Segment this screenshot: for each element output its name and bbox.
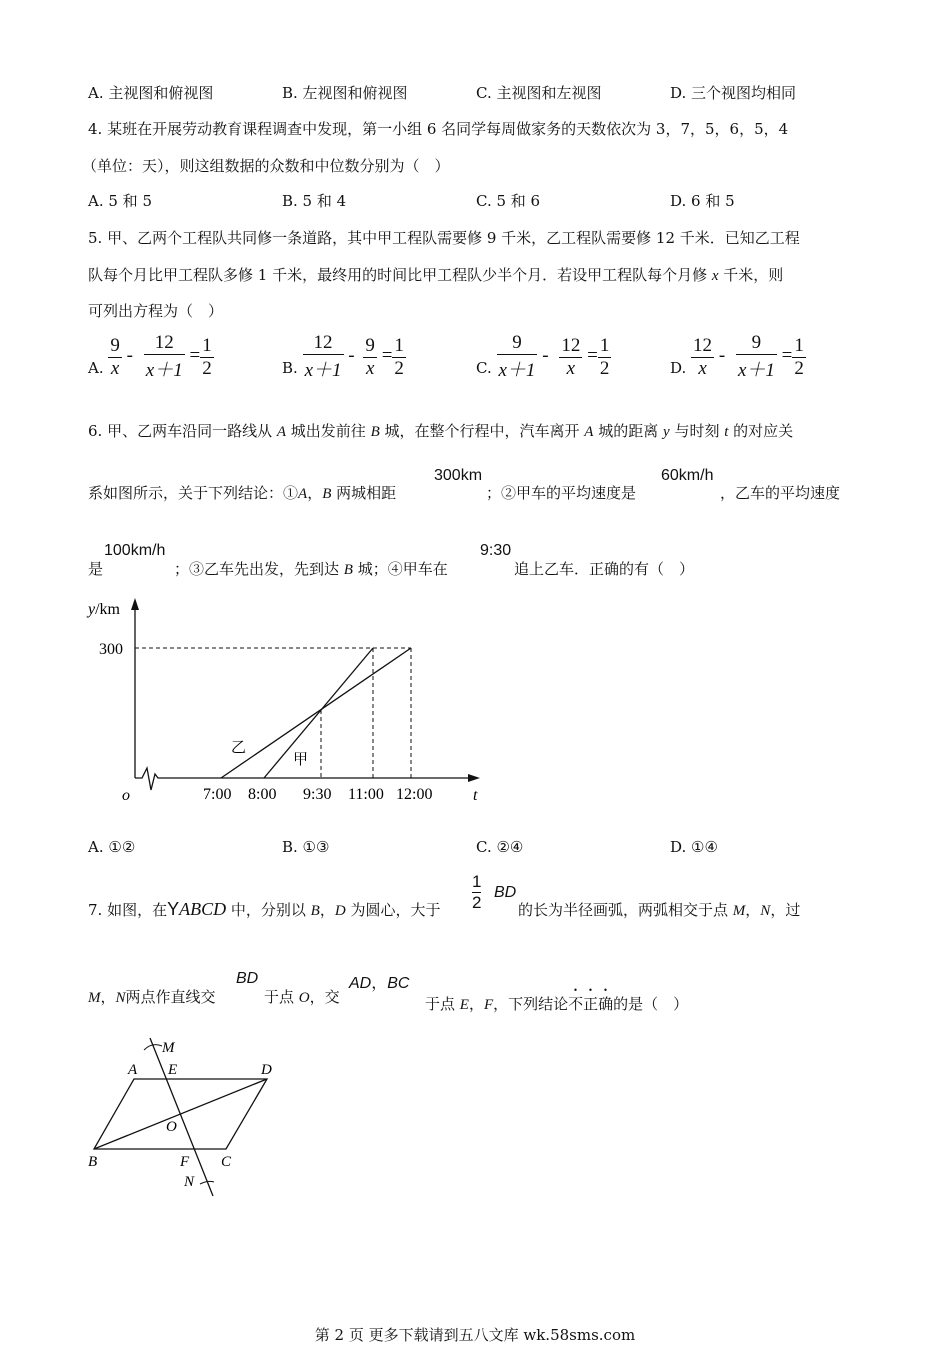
point-d: D <box>261 1062 272 1078</box>
q4-stem-line2: （单位：天），则这组数据的众数和中位数分别为（ ） <box>82 157 450 175</box>
q4-option-b: B. 5 和 4 <box>282 192 347 210</box>
q7-bd-2: BD <box>236 970 259 987</box>
page-footer: 第 2 页 更多下载请到五八文库 wk.58sms.com <box>314 1326 636 1344</box>
label-jia: 甲 <box>293 750 309 768</box>
point-c: C <box>221 1154 232 1170</box>
origin-label: o <box>122 787 130 804</box>
label-yi: 乙 <box>231 738 247 756</box>
q4-option-a: A. 5 和 5 <box>88 192 152 210</box>
point-a: A <box>128 1062 138 1078</box>
x-tick-800: 8:00 <box>248 786 277 803</box>
q6-distance: 300km <box>434 467 483 484</box>
q3-option-c: C. 主视图和左视图 <box>476 84 602 102</box>
q6-stem-line3-c: 追上乙车．正确的有（ ） <box>514 560 695 578</box>
q6-stem-line2-b: ；②甲车的平均速度是 <box>486 484 637 502</box>
point-b: B <box>88 1154 98 1170</box>
point-o: O <box>166 1119 177 1135</box>
q4-option-d: D. 6 和 5 <box>670 192 735 210</box>
q7-half-fraction: 1 2 <box>472 872 482 912</box>
x-tick-930: 9:30 <box>303 786 332 803</box>
q7-stem-line2-c: 于点 E，F，下列结论不正确的是（ ） <box>425 995 689 1013</box>
q5-stem-line3: 可列出方程为（ ） <box>88 302 224 320</box>
line-yi <box>221 648 411 778</box>
point-m: M <box>162 1040 175 1056</box>
point-e: E <box>168 1062 178 1078</box>
q6-stem-line3: 是 <box>88 560 104 578</box>
q6-speed-jia: 60km/h <box>661 467 714 484</box>
point-n: N <box>184 1174 195 1190</box>
x-tick-1200: 12:00 <box>396 786 433 803</box>
q7-stem-line2: M，N两点作直线交 <box>88 988 216 1006</box>
q5-option-a: A. $\frac{9}{x}$ - $\frac{12}{x+1}$ = $\frac{1}{2}$ <box>88 332 212 381</box>
q3-option-d: D. 三个视图均相同 <box>670 84 797 102</box>
q6-option-d: D. ①④ <box>670 838 718 856</box>
q6-stem-line3-b: ；③乙车先出发，先到达 B 城；④甲车在 <box>174 560 448 578</box>
q3-option-a: A. 主视图和俯视图 <box>88 84 214 102</box>
q7-stem-line1: 7. 如图，在YABCD 中，分别以 B，D 为圆心，大于 <box>88 899 441 919</box>
q5-option-d: D. $\frac{12}{x}$ - $\frac{9}{x+1}$ = $\frac{1}{2}$ <box>670 332 804 381</box>
q6-stem-line1: 6. 甲、乙两车沿同一路线从 A 城出发前往 B 城，在整个行程中，汽车离开 A 城的距离 y 与时刻 t 的对应关 <box>88 422 794 440</box>
q7-stem-line2-b: 于点 O，交 <box>264 988 340 1006</box>
q6-stem-line2-c: ，乙车的平均速度 <box>720 484 841 502</box>
q6-option-c: C. ②④ <box>476 838 524 856</box>
y-tick-300: 300 <box>99 641 123 658</box>
x-tick-1100: 11:00 <box>348 786 384 803</box>
q7-stem-line1-b: 的长为半径画弧，两弧相交于点 M，N，过 <box>518 901 801 919</box>
q6-option-b: B. ①③ <box>282 838 330 856</box>
point-f: F <box>180 1154 190 1170</box>
y-axis-label: y/km <box>88 601 120 618</box>
q5-option-c: C. $\frac{9}{x+1}$ - $\frac{12}{x}$ = $\frac{1}{2}$ <box>476 332 610 381</box>
x-axis-arrow <box>468 774 480 782</box>
q5-option-b: B. $\frac{12}{x+1}$ - $\frac{9}{x}$ = $\frac{1}{2}$ <box>282 332 404 381</box>
q6-time: 9:30 <box>480 542 512 559</box>
parallelogram-figure <box>80 1030 300 1205</box>
line-mn <box>150 1038 213 1196</box>
line-jia <box>264 648 373 778</box>
q5-stem-line2: 队每个月比甲工程队多修 1 千米，最终用的时间比甲工程队少半个月．若设甲工程队每个月修 x 千米，则 <box>88 266 784 284</box>
q6-speed-yi: 100km/h <box>104 542 166 559</box>
q7-bd-1: BD <box>494 884 517 901</box>
q3-option-b: B. 左视图和俯视图 <box>282 84 408 102</box>
x-tick-700: 7:00 <box>203 786 232 803</box>
q6-option-a: A. ①② <box>88 838 136 856</box>
q7-ad-bc: AD，BC <box>349 975 410 992</box>
x-axis-label: t <box>473 787 478 804</box>
q5-stem-line1: 5. 甲、乙两个工程队共同修一条道路，其中甲工程队需要修 9 千米，乙工程队需要修 12 千米．已知乙工程 <box>88 229 800 247</box>
q4-option-c: C. 5 和 6 <box>476 192 541 210</box>
q6-stem-line2: 系如图所示，关于下列结论：①A，B 两城相距 <box>88 484 397 502</box>
distance-time-graph <box>80 592 500 812</box>
y-axis-arrow <box>131 598 139 610</box>
q4-stem-line1: 4. 某班在开展劳动教育课程调查中发现，第一小组 6 名同学每周做家务的天数依次为 3，7，5，6，5，4 <box>88 120 789 138</box>
